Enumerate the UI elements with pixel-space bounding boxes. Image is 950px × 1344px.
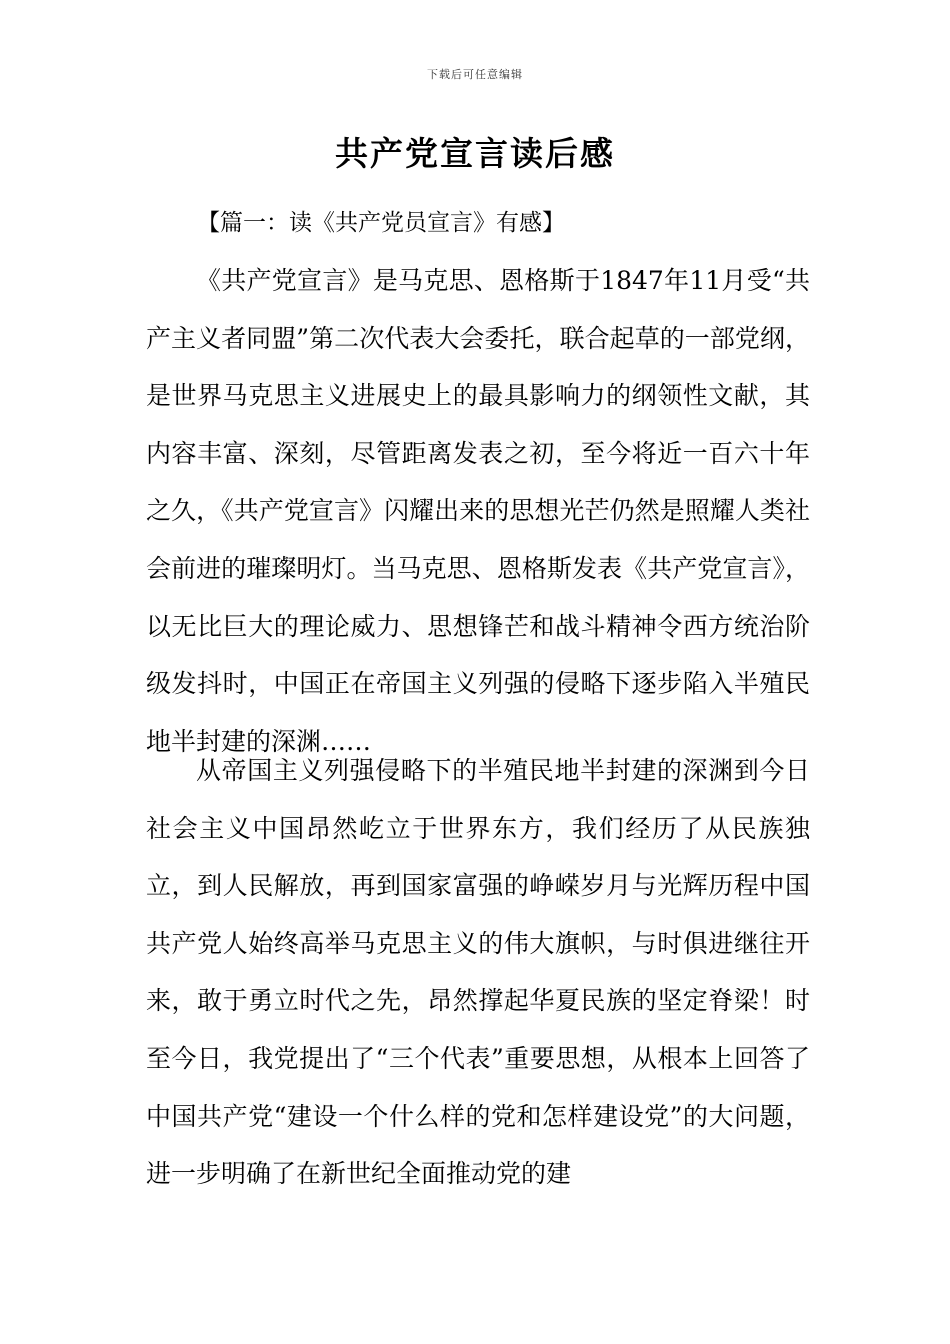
header-note: 下载后可任意编辑 — [427, 68, 523, 81]
section-heading: 【篇一：读《共产党员宣言》有感】 — [197, 210, 565, 236]
paragraph-2: 从帝国主义列强侵略下的半殖民地半封建的深渊到今日社会主义中国昂然屹立于世界东方，我们经历了从民族独立，到人民解放，再到国家富强的峥嵘岁月与光辉历程中国共产党人始终高举马克思主义的伟大旗帜，与时俱进继往开来，敢于勇立时代之先，昂然撑起华夏民族的坚定脊梁！时至今日，我党提出了“三个代表”重要思想，从根本上回答了中国共产党“建设一个什么样的党和怎样建设党”的大问题，进一步明确了在新世纪全面推动党的建 — [146, 756, 810, 1189]
page-title: 共产党宣言读后感 — [335, 134, 615, 173]
paragraph-1: 《共产党宣言》是马克思、恩格斯于1847年11月受“共产主义者同盟”第二次代表大会委托，联合起草的一部党纲，是世界马克思主义进展史上的最具影响力的纲领性文献，其内容丰富、深刻，尽管距离发表之初，至今将近一百六十年之久，《共产党宣言》闪耀出来的思想光芒仍然是照耀人类社会前进的璀璨明灯。当马克思、恩格斯发表《共产党宣言》，以无比巨大的理论威力、思想锋芒和战斗精神令西方统治阶级发抖时，中国正在帝国主义列强的侵略下逐步陷入半殖民地半封建的深渊…… — [146, 266, 810, 756]
